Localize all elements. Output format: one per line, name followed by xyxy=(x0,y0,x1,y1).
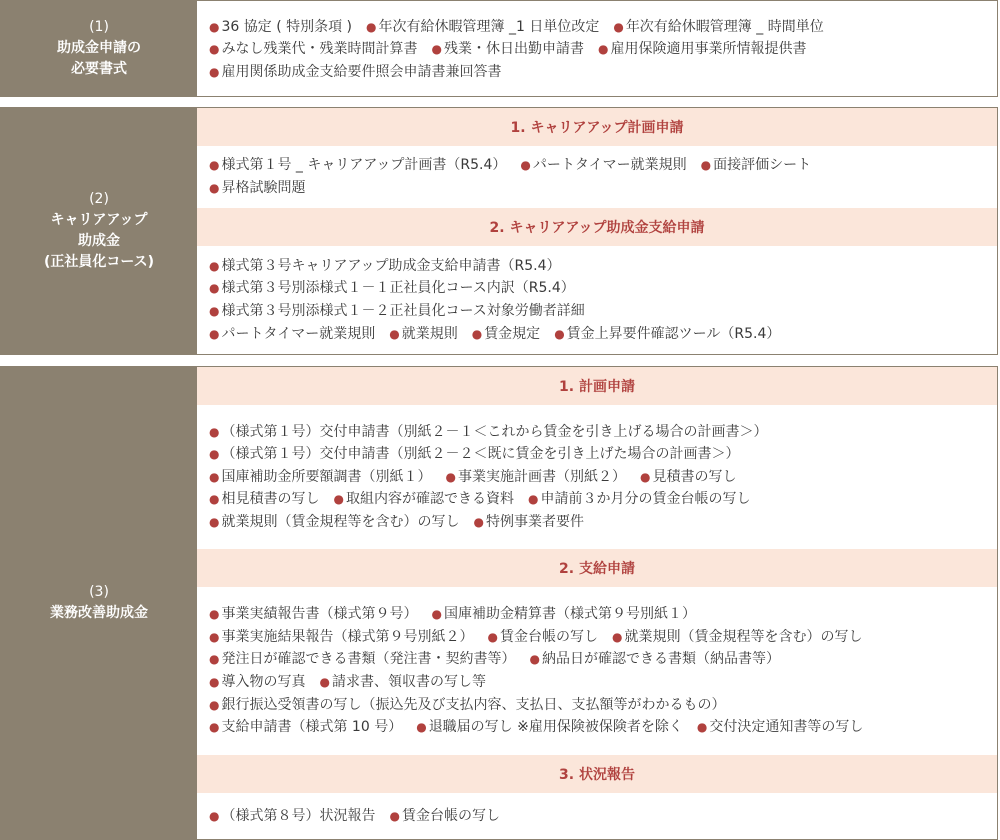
bullet-icon: ● xyxy=(333,492,344,507)
document-item-label: 面接評価シート xyxy=(713,157,812,174)
document-item-label: （様式第１号）交付申請書（別紙２－２＜既に賃金を引き上げた場合の計画書＞） xyxy=(221,446,740,463)
document-list xyxy=(197,146,997,208)
bullet-icon: ● xyxy=(389,808,400,823)
bullet-icon: ● xyxy=(209,607,220,622)
section-title-line: キャリアアップ xyxy=(50,212,148,228)
document-item-label: 支給申請書（様式第 10 号） xyxy=(221,719,403,736)
document-item-label: 就業規則（賃金規程等を含む）の写し xyxy=(221,513,460,530)
bullet-icon: ● xyxy=(416,720,427,735)
section-title-line: 助成金 xyxy=(78,233,120,249)
document-item xyxy=(209,446,739,462)
document-item xyxy=(416,719,683,735)
bullet-icon: ● xyxy=(209,447,220,462)
document-item-label: 様式第３号キャリアアップ助成金支給申請書（R5.4） xyxy=(221,257,561,274)
document-line xyxy=(209,488,985,511)
document-item xyxy=(209,651,515,667)
bullet-icon: ● xyxy=(639,469,651,484)
section-3-label xyxy=(1,367,197,839)
document-item xyxy=(209,808,375,824)
document-line xyxy=(209,38,985,61)
subsection-heading: 3. 状況報告 xyxy=(197,755,997,793)
document-item-label: 事業実施計画書（別紙２） xyxy=(457,468,626,485)
document-line xyxy=(209,805,985,828)
document-item xyxy=(209,424,767,440)
document-line xyxy=(209,443,985,466)
section-2 xyxy=(0,107,998,355)
document-item-label: 賃金上昇要件確認ツール（R5.4） xyxy=(566,325,781,342)
document-line xyxy=(209,466,985,489)
bullet-icon: ● xyxy=(445,469,456,484)
document-line xyxy=(209,61,985,84)
section-3-content xyxy=(197,367,997,839)
bullet-icon: ● xyxy=(597,42,609,57)
section-title-line: (正社員化コース) xyxy=(43,254,155,270)
document-item xyxy=(529,651,779,667)
bullet-icon: ● xyxy=(209,424,220,439)
document-item-label: 退職届の写し ※雇用保険被保険者を除く xyxy=(428,719,683,736)
document-item xyxy=(209,258,561,274)
document-line xyxy=(209,16,985,39)
document-line xyxy=(209,323,985,346)
document-line xyxy=(209,421,985,444)
document-item xyxy=(209,303,585,319)
subsection-heading: 2. 支給申請 xyxy=(197,549,997,587)
document-item-label: （様式第１号）交付申請書（別紙２－１＜これから賃金を引き上げる場合の計画書＞） xyxy=(221,423,768,440)
document-item xyxy=(319,674,485,690)
section-title-line: 助成金申請の xyxy=(57,40,141,56)
document-item xyxy=(487,629,597,645)
bullet-icon: ● xyxy=(209,492,220,507)
document-item xyxy=(697,719,863,735)
document-item xyxy=(333,491,513,507)
document-item xyxy=(640,469,736,485)
bullet-icon: ● xyxy=(473,514,484,529)
document-line xyxy=(209,694,985,717)
document-item xyxy=(209,697,725,713)
section-number: (2) xyxy=(89,191,109,207)
section-number: (1) xyxy=(89,19,109,35)
document-item xyxy=(598,41,806,57)
bullet-icon: ● xyxy=(209,808,220,823)
document-item-label: 国庫補助金所要額調書（別紙１） xyxy=(221,468,432,485)
document-item xyxy=(209,280,575,296)
bullet-icon: ● xyxy=(209,629,220,644)
document-item-label: 取組内容が確認できる資料 xyxy=(345,491,514,508)
document-line xyxy=(209,277,985,300)
bullet-icon: ● xyxy=(366,19,377,34)
section-title-line: 必要書式 xyxy=(71,61,127,77)
bullet-icon: ● xyxy=(529,652,540,667)
document-item xyxy=(612,629,862,645)
document-item xyxy=(209,64,501,80)
document-item xyxy=(701,157,811,173)
document-item-label: 就業規則 xyxy=(401,325,458,342)
document-item-label: 国庫補助金精算書（様式第９号別紙１） xyxy=(443,606,696,623)
bullet-icon: ● xyxy=(696,720,708,735)
document-item xyxy=(209,719,402,735)
document-item xyxy=(209,326,375,342)
document-item-label: 事業実績報告書（様式第９号） xyxy=(221,606,418,623)
document-line xyxy=(209,716,985,739)
document-item-label: 申請前３か月分の賃金台帳の写し xyxy=(540,491,751,508)
section-title-line: 業務改善助成金 xyxy=(50,605,148,621)
bullet-icon: ● xyxy=(209,181,220,195)
document-item xyxy=(209,469,431,485)
document-item xyxy=(209,674,305,690)
bullet-icon: ● xyxy=(209,326,220,341)
bullet-icon: ● xyxy=(209,675,220,689)
bullet-icon: ● xyxy=(611,629,623,644)
document-item-label: （様式第８号）状況報告 xyxy=(221,807,376,824)
document-item-label: 相見積書の写し xyxy=(221,491,320,508)
document-item-label: 雇用保険適用事業所情報提供書 xyxy=(610,41,807,58)
section-1 xyxy=(0,0,998,97)
document-line xyxy=(209,154,985,177)
bullet-icon: ● xyxy=(209,514,220,529)
document-item xyxy=(472,326,540,342)
bullet-icon: ● xyxy=(389,326,400,341)
bullet-icon: ● xyxy=(471,326,483,341)
document-item-label: 納品日が確認できる書類（納品書等） xyxy=(541,651,780,668)
section-1-label xyxy=(1,1,197,96)
document-line xyxy=(209,255,985,278)
document-item-label: みなし残業代・残業時間計算書 xyxy=(221,41,418,58)
document-item-label: 特例事業者要件 xyxy=(485,513,584,530)
document-item-label: 様式第１号 _ キャリアアップ計画書（R5.4） xyxy=(221,157,507,174)
bullet-icon: ● xyxy=(209,652,220,667)
bullet-icon: ● xyxy=(613,19,624,34)
document-item-label: 年次有給休暇管理簿 _ 時間単位 xyxy=(625,18,824,35)
section-2-label xyxy=(1,108,197,354)
subsection-heading: 1. キャリアアップ計画申請 xyxy=(197,108,997,146)
bullet-icon: ● xyxy=(209,64,220,79)
document-list xyxy=(197,793,997,839)
document-item-label: 導入物の写真 xyxy=(221,674,306,690)
document-item xyxy=(445,469,625,485)
bullet-icon: ● xyxy=(487,629,498,644)
document-item xyxy=(613,19,823,35)
document-item xyxy=(431,606,695,622)
document-item xyxy=(209,157,506,173)
document-item xyxy=(209,629,473,645)
bullet-icon: ● xyxy=(431,607,442,622)
bullet-icon: ● xyxy=(209,258,220,273)
bullet-icon: ● xyxy=(209,19,220,34)
document-item-label: 賃金台帳の写し xyxy=(499,628,598,645)
bullet-icon: ● xyxy=(209,720,220,735)
document-item-label: 交付決定通知書等の写し xyxy=(709,719,864,736)
section-3 xyxy=(0,366,998,840)
document-item xyxy=(520,157,686,173)
document-list xyxy=(197,405,997,549)
bullet-icon: ● xyxy=(319,675,330,689)
document-item-label: 様式第３号別添様式１－２正社員化コース対象労働者詳細 xyxy=(221,303,585,319)
document-item-label: 銀行振込受領書の写し（振込先及び支払内容、支払日、支払額等がわかるもの） xyxy=(221,696,726,713)
document-list xyxy=(197,587,997,755)
document-item-label: パートタイマー就業規則 xyxy=(532,157,687,174)
bullet-icon: ● xyxy=(520,158,531,173)
document-line xyxy=(209,626,985,649)
document-item xyxy=(209,41,417,57)
bullet-icon: ● xyxy=(700,158,712,173)
bullet-icon: ● xyxy=(209,469,220,484)
bullet-icon: ● xyxy=(527,492,539,507)
document-item-label: 様式第３号別添様式１－１正社員化コース内訳（R5.4） xyxy=(221,280,575,297)
bullet-icon: ● xyxy=(209,304,220,318)
section-2-content xyxy=(197,108,997,354)
document-item-label: 発注日が確認できる書類（発注書・契約書等） xyxy=(221,651,516,668)
section-1-content xyxy=(197,1,997,96)
document-line xyxy=(209,671,985,694)
bullet-icon: ● xyxy=(209,281,220,296)
document-item-label: 見積書の写し xyxy=(652,468,737,485)
bullet-icon: ● xyxy=(209,158,220,173)
bullet-icon: ● xyxy=(209,697,220,712)
document-item xyxy=(209,19,352,35)
subsection-heading: 2. キャリアアップ助成金支給申請 xyxy=(197,208,997,246)
document-item xyxy=(209,514,459,530)
document-item-label: 年次有給休暇管理簿 _1 日単位改定 xyxy=(378,18,600,35)
document-item-label: 残業・休日出勤申請書 xyxy=(443,41,584,58)
document-item xyxy=(209,180,305,196)
document-item-label: 雇用関係助成金支給要件照会申請書兼回答書 xyxy=(221,63,502,80)
document-item xyxy=(473,514,583,530)
document-line xyxy=(209,603,985,626)
document-item xyxy=(431,41,583,57)
document-item-label: 賃金台帳の写し xyxy=(401,807,500,824)
document-item xyxy=(366,19,599,35)
document-item-label: 事業実施結果報告（様式第９号別紙２） xyxy=(221,628,474,645)
document-item xyxy=(209,606,417,622)
document-item-label: 36 協定 ( 特別条項 ) xyxy=(221,18,353,35)
document-list xyxy=(197,246,997,354)
document-item xyxy=(528,491,750,507)
subsection-heading: 1. 計画申請 xyxy=(197,367,997,405)
document-line xyxy=(209,300,985,323)
document-item-label: 就業規則（賃金規程等を含む）の写し xyxy=(624,628,863,645)
document-item-label: 昇格試験問題 xyxy=(221,180,306,196)
document-item xyxy=(389,326,457,342)
bullet-icon: ● xyxy=(431,42,442,57)
document-line xyxy=(209,511,985,534)
document-item xyxy=(389,808,499,824)
bullet-icon: ● xyxy=(209,42,220,57)
document-item xyxy=(209,491,319,507)
section-number: (3) xyxy=(89,584,109,600)
document-item-label: パートタイマー就業規則 xyxy=(221,325,376,342)
document-list xyxy=(197,1,997,96)
document-item-label: 賃金規定 xyxy=(484,325,541,342)
document-line xyxy=(209,648,985,671)
document-item-label: 請求書、領収書の写し等 xyxy=(331,674,486,690)
bullet-icon: ● xyxy=(554,326,565,341)
document-line xyxy=(209,177,985,200)
document-item xyxy=(554,326,780,342)
